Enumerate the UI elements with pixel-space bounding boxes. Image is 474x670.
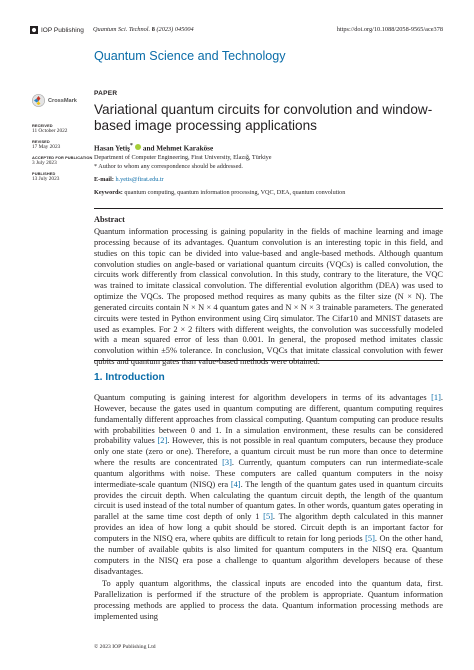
text-run: . On the other hand, the number of available qubits is also limited for quantum computers in the NISQ era. Quantum computers in the NISQ era pose a challenge to quantum algorithm developers because of these disadvantages. (94, 533, 443, 576)
divider-top (94, 208, 443, 209)
section-heading-introduction: 1. Introduction (94, 372, 165, 383)
crossmark-icon (32, 94, 45, 107)
email-label: E-mail: (94, 176, 114, 183)
citation-link[interactable]: [3] (222, 458, 232, 468)
journal-volume: 8 (151, 26, 155, 33)
author-list (94, 143, 213, 152)
journal-reference (93, 26, 194, 33)
article-type-label: PAPER (94, 90, 118, 97)
email-line (94, 176, 164, 183)
journal-abbrev: Quantum Sci. Technol. (93, 26, 151, 33)
copyright-notice: © 2023 IOP Publishing Ltd (94, 644, 156, 650)
citation-link[interactable]: [5] (263, 512, 273, 522)
citation-link[interactable]: [5] (365, 533, 375, 543)
affiliation: Department of Computer Engineering, Firat University, Elazığ, Türkiye (94, 154, 272, 161)
abstract-heading: Abstract (94, 215, 125, 224)
text-run: . Currently, quantum computers can run intermediate-scale quantum algorithms with noise. These computers are called quantum computers in the noisy intermediate-scale quantum (NISQ) era (94, 458, 443, 489)
history-date-revised: 17 May 2023 (32, 144, 61, 150)
publisher-logo (30, 26, 84, 34)
crossmark-label: CrossMark (48, 97, 77, 104)
history-label-published: PUBLISHED (32, 171, 56, 176)
corresponding-mark: * (129, 143, 133, 149)
crossmark-badge[interactable] (32, 94, 77, 107)
article-title: Variational quantum circuits for convolution and window-based image processing applications (94, 102, 433, 133)
journal-year-article: (2023) 045004 (156, 26, 194, 33)
history-date-accepted: 3 July 2023 (32, 160, 57, 166)
keywords-label: Keywords: (94, 189, 123, 196)
correspondence-note: * Author to whom any correspondence should be addressed. (94, 163, 243, 170)
history-date-published: 13 July 2023 (32, 176, 60, 182)
keywords-text: quantum computing, quantum information processing, VQC, DEA, quantum convolution (124, 189, 346, 196)
text-run: . However, this is not possible in real quantum computers, because they produce only one state (zero or one). Therefore, a quantum circuit must be run more than once to determine where the results are concentrated (94, 436, 443, 468)
history-label-accepted: ACCEPTED FOR PUBLICATION (32, 155, 93, 160)
introduction-paragraph-2: To apply quantum algorithms, the classical inputs are encoded into the quantum data, first. Parallelization is performed if the structure of the problem is appropriate. Quantum information processing methods are applied to process the data. Quantum information processing methods are implemented using (94, 579, 443, 621)
orcid-icon[interactable] (135, 144, 141, 150)
author-name[interactable]: Hasan Yetiş (94, 144, 130, 153)
introduction-paragraph-1 (94, 393, 443, 577)
doi-link[interactable]: https://doi.org/10.1088/2058-9565/ace378 (336, 26, 443, 33)
citation-link[interactable]: [1] (431, 393, 441, 402)
history-label-received: RECEIVED (32, 123, 53, 128)
text-run: Quantum computing is gaining interest for algorithm developers in terms of its advantages (94, 393, 432, 402)
citation-link[interactable]: [2] (157, 436, 168, 446)
citation-link[interactable]: [4] (230, 479, 241, 489)
iop-logo-icon (30, 26, 38, 34)
history-label-revised: REVISED (32, 139, 50, 144)
text-run: . The length of the quantum gates used in quantum circuits provides the circuit depth. When calculating the quantum circuit depth, the length of the quantum circuit is used instead of the total number of quantum gates. In other words, quantum gates operating in parallel at the same time cost depth of only 1 (94, 479, 443, 522)
history-date-received: 11 October 2022 (32, 128, 68, 134)
text-run: . However, because the gates used in quantum computing are different, quantum computing requires fundamentally different approaches from classical computing. Quantum computing can produce results with probabilities between 0 and 1. In a simulation environment, these results can be considered probability values (94, 393, 443, 446)
email-link[interactable]: h.yetis@firat.edu.tr (115, 176, 164, 183)
author-name-second[interactable]: and Mehmet Karaköse (142, 144, 214, 153)
keywords-line (94, 189, 345, 196)
text-run: . The algorithm depth calculated in this manner provides an idea of how long a qubit should be stored. Circuit depth is an important factor for computers in the NISQ era, where qubits are difficult to retain for long periods (94, 512, 443, 543)
journal-title: Quantum Science and Technology (94, 49, 286, 63)
abstract-text: Quantum information processing is gaining popularity in the fields of machine learning and image processing because of its advantages. Quantum convolution is an interesting topic in this field, and studies on this topic can be divided into value-based and angle-based methods. Although quantum convolution studies on angle-based or variational quantum circuits (VQCs) is called convolution, the circuits work differently from classical convolution. In this study, contrary to the literature, the VQC was trained to imitate classical convolution. The differential evolution algorithm (DEA) was used to optimize the VQCs. The proposed method requires as many qubits as the filter size (N × N). The generated circuits contain N × N × 4 quantum gates and N × N × 3 trainable parameters. The generated circuits were tested in Python environment using Cirq simulator. The Cifar10 and MNIST datasets are used as examples. For 2 × 2 filters with different weights, the convolution was successfully modeled with a mean squared error of less than 0.001. In general, the proposed method imitates classic convolution within ±5% tolerance. In conclusion, VQCs that imitate classical convolution with fewer qubits and quantum gates than value-based methods were obtained. (94, 227, 443, 367)
divider-bottom (94, 360, 443, 361)
publisher-name: IOP Publishing (41, 26, 84, 34)
